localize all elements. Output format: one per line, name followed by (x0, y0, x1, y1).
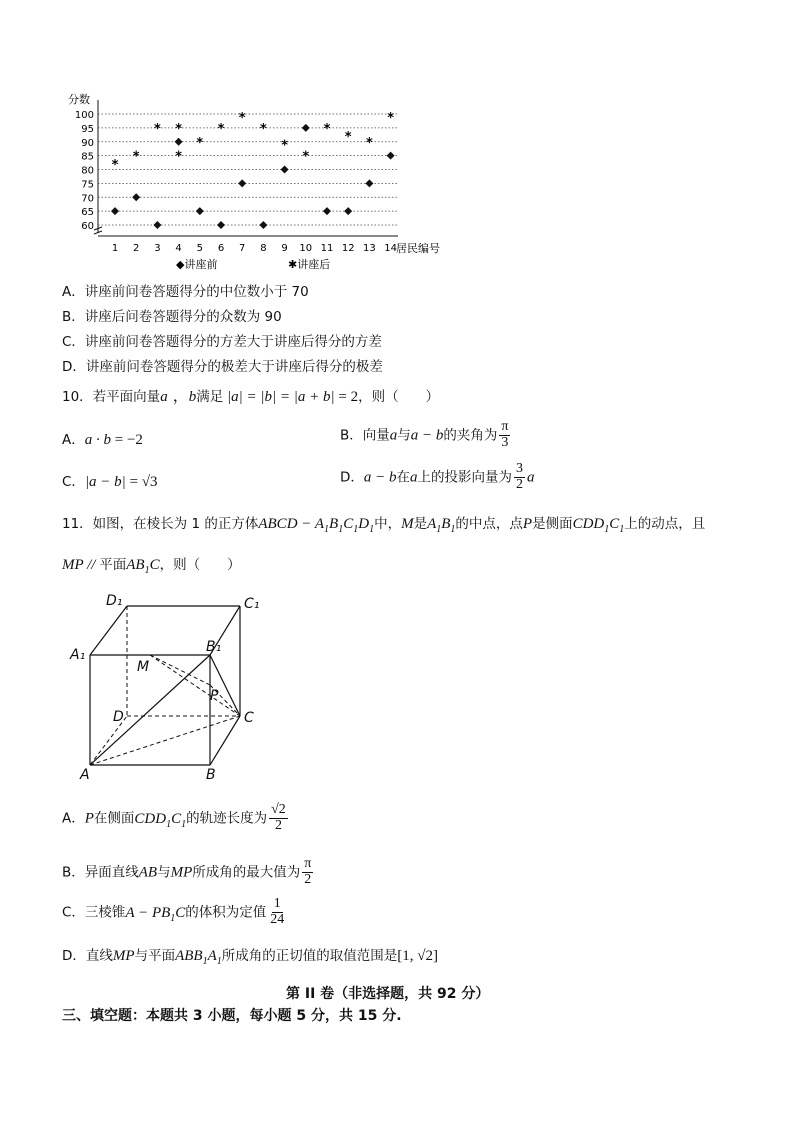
vertex-b: B (206, 767, 216, 783)
q11-stem-mid4: 是侧面 (532, 516, 573, 532)
chart-legend (176, 257, 330, 271)
point-before-8 (259, 221, 267, 229)
x-tick-label-6: 6 (217, 243, 225, 254)
q11-stem-line1: 11．如图，在棱长为 1 的正方体ABCD − $A_1B_1C_1D_1$中，M是$A_1B_1$的中点，点P是侧面$CDD_1C_1$上的动点，且 (62, 516, 706, 535)
point-after-4-4: * (175, 149, 183, 165)
point-after-4-3: * (175, 121, 183, 137)
x-tick-label-2: 2 (133, 243, 140, 254)
q11-option-d-text2: 与平面 (134, 948, 176, 964)
point-after-3-2: * (153, 121, 161, 137)
point-after-9-9: * (281, 138, 289, 154)
y-tick-label-100: 100 (74, 110, 94, 121)
point-after-13-13: * (365, 135, 373, 151)
x-tick-label-13: 13 (363, 243, 376, 254)
point-before-14 (387, 152, 395, 160)
section2-part3: 三、填空题：本题共 3 小题，每小题 5 分，共 15 分. (62, 1008, 402, 1024)
q11-option-a-label: A． (62, 810, 85, 827)
q11-option-b: B．异面直线AB与MP所成角的最大值为 $\frac{\pi}{2}$ (62, 856, 312, 887)
point-before-7 (238, 179, 246, 187)
point-before-11 (323, 207, 331, 215)
point-before-10 (302, 124, 310, 132)
vertex-a: A (80, 767, 90, 783)
cube-figure (60, 588, 280, 788)
x-tick-label-14: 14 (384, 243, 397, 254)
q11-option-a-text1: 在侧面 (93, 810, 135, 827)
x-tick-label-8: 8 (260, 243, 267, 254)
q10-option-d-text2: 上的投影向量为 (417, 469, 513, 486)
point-after-12-12: * (344, 130, 352, 146)
q11-stem-pre: 11．如图，在棱长为 1 的正方体 (62, 516, 259, 532)
point-before-4 (175, 138, 183, 146)
point-before-5 (196, 207, 204, 215)
legend-item-before: ◆讲座前 (176, 258, 218, 271)
point-before-2 (132, 193, 140, 201)
q11-option-d: D．直线MP与平面$ABB_1A_1$所成角的正切值的取值范围是[1, √2] (62, 948, 438, 967)
vertex-c1: C₁ (244, 596, 260, 612)
q10-option-b-label: B．向量 (340, 427, 390, 444)
q11-option-c: C．三棱锥$A - PB_1C$的体积为定值 $\frac{1}{24}$ (62, 896, 285, 927)
vertex-d1: D₁ (106, 593, 123, 609)
q10-option-a-label: A． (62, 432, 85, 448)
point-before-3 (153, 221, 161, 229)
q11-stem-post1: 上的动点，且 (624, 516, 706, 532)
q10-option-b-text2: 的夹角为 (443, 427, 498, 444)
score-scatter-chart (60, 88, 460, 274)
point-m: M (137, 659, 150, 675)
q10-stem-post: ，则（ ） (358, 389, 440, 405)
q10-option-d-text1: 在 (396, 469, 411, 486)
point-before-13 (365, 179, 373, 187)
q11-option-b-text: B．异面直线 (62, 864, 139, 881)
section2-title: 第 II 卷（非选择题，共 92 分） (286, 986, 490, 1002)
x-tick-label-5: 5 (196, 243, 203, 254)
y-axis-label: 分数 (68, 93, 90, 106)
vertex-d: D (113, 709, 124, 725)
x-tick-label-10: 10 (299, 243, 313, 254)
q11-stem-mid3: 的中点，点 (455, 516, 523, 532)
point-after-2-1: * (132, 149, 140, 165)
q9-option-b: B．讲座后问卷答题得分的众数为 90 (62, 309, 282, 325)
q10-option-c-label: C． (62, 474, 85, 490)
point-before-1 (111, 207, 119, 215)
vertex-a1: A₁ (70, 647, 86, 663)
q10-option-b: B．向量a与a − b的夹角为 $\frac{\pi}{3}$ (340, 419, 509, 450)
point-after-14-14: * (387, 110, 395, 126)
point-before-12 (344, 207, 352, 215)
y-tick-label-85: 85 (81, 151, 94, 163)
point-after-8-8: * (259, 121, 267, 137)
q10-stem-mid: 满足 (196, 389, 224, 405)
x-axis-label: 居民编号 (396, 242, 440, 255)
q11-option-a-text2: 的轨迹长度为 (186, 810, 268, 827)
vertex-b1: B₁ (206, 639, 222, 655)
point-before-6 (217, 221, 225, 229)
y-tick-label-80: 80 (81, 165, 94, 177)
point-after-1-0: * (111, 157, 119, 173)
q11-stem-mid2: 是 (413, 516, 428, 532)
q11-stem-post2: ，则（ ） (159, 557, 241, 573)
q11-option-d-text3: 所成角的正切值的取值范围是 (221, 948, 398, 964)
q10-stem: 10．若平面向量a ，b满足 |a| = |b| = |a + b| = 2，则（ ） (62, 386, 440, 405)
q10-option-b-text1: 与 (397, 427, 411, 444)
q11-option-c-text: C．三棱锥 (62, 904, 126, 921)
q10-stem-pre: 10．若平面向量 (62, 389, 161, 405)
q11-stem-mid1: 中， (374, 516, 402, 532)
q11-option-d-text: D．直线 (62, 948, 113, 964)
q9-option-d: D．讲座前问卷答题得分的极差大于讲座后得分的极差 (62, 359, 383, 375)
q11-option-b-text2: 与 (157, 864, 171, 881)
q10-option-d: D．a − b在a上的投影向量为 $\frac{3}{2}$ a (340, 461, 535, 492)
point-after-6-6: * (217, 121, 225, 137)
q11-stem-mid5: 平面 (99, 557, 127, 573)
q11-stem-line2: MP // 平面$AB_1C$，则（ ） (62, 557, 241, 576)
q11-option-c-text2: 的体积为定值 (185, 904, 267, 921)
q9-option-c: C．讲座前问卷答题得分的方差大于讲座后得分的方差 (62, 334, 382, 350)
point-before-9 (281, 166, 289, 174)
q9-option-a: A．讲座前问卷答题得分的中位数小于 70 (62, 284, 309, 300)
y-tick-label-75: 75 (81, 179, 94, 191)
q10-option-d-label: D． (340, 469, 364, 486)
y-tick-label-90: 90 (81, 137, 94, 149)
y-tick-label-70: 70 (81, 193, 94, 205)
q11-option-b-text3: 所成角的最大值为 (192, 864, 301, 881)
y-tick-label-95: 95 (81, 123, 94, 135)
point-p: P (210, 688, 219, 704)
point-after-11-11: * (323, 121, 331, 137)
y-tick-label-65: 65 (81, 207, 94, 219)
point-after-5-5: * (196, 135, 204, 151)
vertex-c: C (244, 710, 254, 726)
x-tick-label-9: 9 (281, 243, 288, 254)
x-tick-label-11: 11 (320, 243, 334, 254)
q10-option-a: A．a · b = −2 (62, 432, 143, 448)
x-tick-label-4: 4 (175, 243, 182, 254)
q11-option-a: A．P在侧面$CDD_1C_1$的轨迹长度为 $\frac{√2}{2}$ (62, 802, 286, 833)
legend-item-after: ✱讲座后 (288, 258, 331, 271)
x-tick-label-7: 7 (239, 243, 246, 254)
point-after-7-7: * (238, 110, 246, 126)
x-tick-label-3: 3 (154, 243, 161, 254)
x-tick-label-12: 12 (341, 243, 355, 254)
y-tick-label-60: 60 (81, 221, 94, 232)
point-after-10-10: * (302, 149, 310, 165)
x-tick-label-1: 1 (111, 243, 119, 254)
q10-option-c: C．|a − b| = √3 (62, 474, 158, 490)
